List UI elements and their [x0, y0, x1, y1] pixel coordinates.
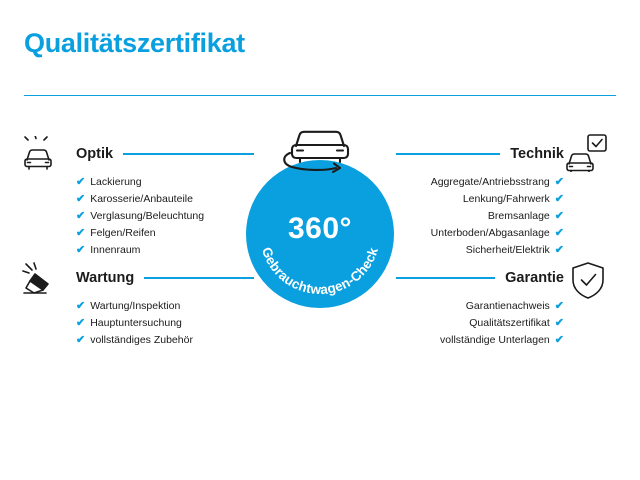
check-icon: ✔ — [554, 300, 564, 312]
check-icon: ✔ — [554, 176, 564, 188]
section-technik-title: Technik — [510, 146, 564, 162]
car-front-lights-icon — [22, 136, 68, 175]
svg-text:Gebrauchtwagen-Check — [259, 245, 381, 297]
section-wartung-title: Wartung — [76, 270, 135, 286]
section-technik-header — [396, 146, 564, 162]
center-badge — [228, 120, 412, 304]
section-garantie-title: Garantie — [505, 270, 564, 286]
list-item-label: Lackierung — [90, 176, 142, 188]
check-icon: ✔ — [554, 193, 564, 205]
check-icon: ✔ — [76, 227, 86, 239]
check-icon: ✔ — [554, 317, 564, 329]
list-item-label: Hauptuntersuchung — [90, 317, 182, 329]
section-technik-list — [396, 174, 564, 259]
list-item-label: Sicherheit/Elektrik — [465, 244, 550, 256]
section-technik — [396, 146, 564, 275]
list-item — [396, 225, 564, 242]
list-item-label: Wartung/Inspektion — [90, 300, 181, 312]
list-item — [396, 174, 564, 191]
check-icon: ✔ — [554, 210, 564, 222]
list-item — [396, 298, 564, 315]
section-garantie-header — [396, 270, 564, 286]
section-optik-title: Optik — [76, 146, 114, 162]
list-item — [396, 315, 564, 332]
check-icon: ✔ — [76, 176, 86, 188]
car-front-rotation-icon — [278, 120, 362, 176]
list-item — [76, 332, 254, 349]
list-item-label: Innenraum — [90, 244, 141, 256]
list-item-label: Qualitätszertifikat — [469, 317, 550, 329]
section-wartung-list — [76, 298, 254, 349]
shield-check-icon — [572, 262, 606, 305]
list-item-label: vollständige Unterlagen — [440, 334, 550, 346]
car-check-icon — [566, 134, 612, 177]
list-item-label: Aggregate/Antriebsstrang — [430, 176, 550, 188]
list-item — [396, 208, 564, 225]
list-item-label: vollständiges Zubehör — [90, 334, 193, 346]
check-icon: ✔ — [76, 317, 86, 329]
check-icon: ✔ — [76, 300, 86, 312]
check-icon: ✔ — [76, 244, 86, 256]
list-item-label: Bremsanlage — [487, 210, 550, 222]
list-item-label: Felgen/Reifen — [90, 227, 156, 239]
center-curved-label-text: Gebrauchtwagen-Check — [258, 245, 382, 298]
list-item — [396, 191, 564, 208]
list-item — [396, 332, 564, 349]
page-title: Qualitätszertifikat — [24, 28, 245, 58]
list-item — [396, 242, 564, 259]
list-item — [76, 315, 254, 332]
list-item-label: Garantienachweis — [465, 300, 550, 312]
list-item-label: Lenkung/Fahrwerk — [462, 193, 550, 205]
list-item-label: Karosserie/Anbauteile — [90, 193, 193, 205]
check-icon: ✔ — [554, 227, 564, 239]
title-divider — [24, 95, 616, 96]
spray-cleaning-icon — [22, 262, 66, 301]
list-item-label: Unterboden/Abgasanlage — [430, 227, 550, 239]
check-icon: ✔ — [554, 334, 564, 346]
center-degrees-label: 360° — [287, 212, 353, 245]
check-icon: ✔ — [76, 193, 86, 205]
check-icon: ✔ — [76, 210, 86, 222]
check-icon: ✔ — [554, 244, 564, 256]
list-item-label: Verglasung/Beleuchtung — [90, 210, 205, 222]
section-garantie — [396, 270, 564, 365]
section-garantie-list — [396, 298, 564, 349]
check-icon: ✔ — [76, 334, 86, 346]
